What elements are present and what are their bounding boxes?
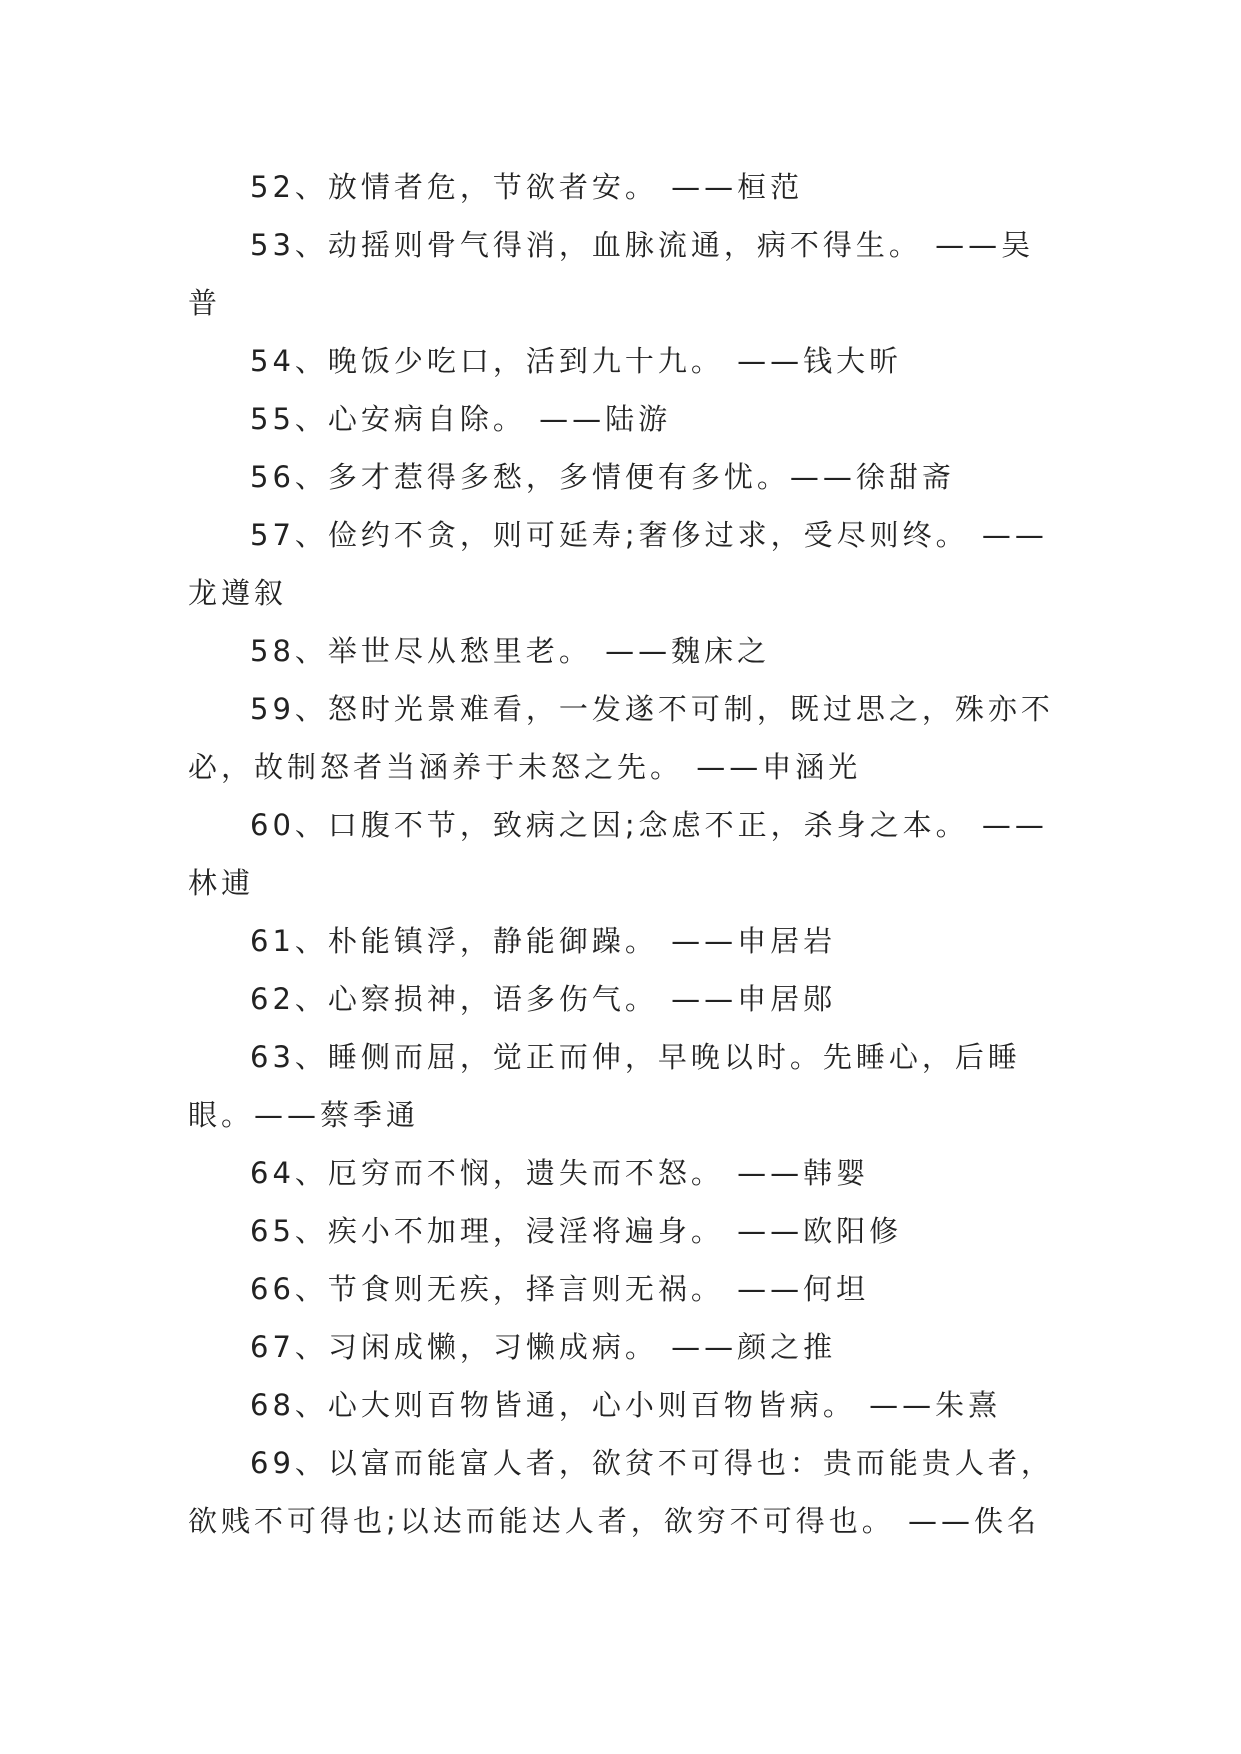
quote-61: 61、朴能镇浮，静能御躁。 ——申居岩 xyxy=(250,924,837,958)
quote-67: 67、习闲成懒，习懒成病。 ——颜之推 xyxy=(250,1330,837,1364)
quote-53: 53、动摇则骨气得消，血脉流通，病不得生。 ——吴普 xyxy=(188,228,1035,320)
quote-68: 68、心大则百物皆通，心小则百物皆病。 ——朱熹 xyxy=(250,1388,1002,1422)
quote-66: 66、节食则无疾，择言则无祸。 ——何坦 xyxy=(250,1272,870,1306)
quote-59: 59、怒时光景难看，一发遂不可制，既过思之，殊亦不必，故制怒者当涵养于未怒之先。 ——申涵光 xyxy=(188,692,1054,784)
quote-69: 69、以富而能富人者，欲贫不可得也：贵而能贵人者，欲贱不可得也;以达而能达人者，欲穷不可得也。 ——佚名 xyxy=(188,1446,1054,1538)
quote-52: 52、放情者危，节欲者安。 ——桓范 xyxy=(250,170,804,204)
quote-57: 57、俭约不贪，则可延寿;奢侈过求，受尽则终。 ——龙遵叙 xyxy=(188,518,1048,610)
quote-64: 64、厄穷而不悯，遗失而不怒。 ——韩婴 xyxy=(250,1156,870,1190)
quote-54: 54、晚饭少吃口，活到九十九。 ——钱大昕 xyxy=(250,344,903,378)
quote-55: 55、心安病自除。 ——陆游 xyxy=(250,402,672,436)
quote-63: 63、睡侧而屈，觉正而伸，早晚以时。先睡心，后睡眼。——蔡季通 xyxy=(188,1040,1021,1132)
quote-65: 65、疾小不加理，浸淫将遍身。 ——欧阳修 xyxy=(250,1214,903,1248)
quote-62: 62、心察损神，语多伤气。 ——申居郧 xyxy=(250,982,837,1016)
quote-58: 58、举世尽从愁里老。 ——魏床之 xyxy=(250,634,771,668)
quote-60: 60、口腹不节，致病之因;念虑不正，杀身之本。 ——林逋 xyxy=(188,808,1048,900)
quote-56: 56、多才惹得多愁，多情便有多忧。——徐甜斋 xyxy=(250,460,955,494)
quote-list xyxy=(188,158,1056,1550)
